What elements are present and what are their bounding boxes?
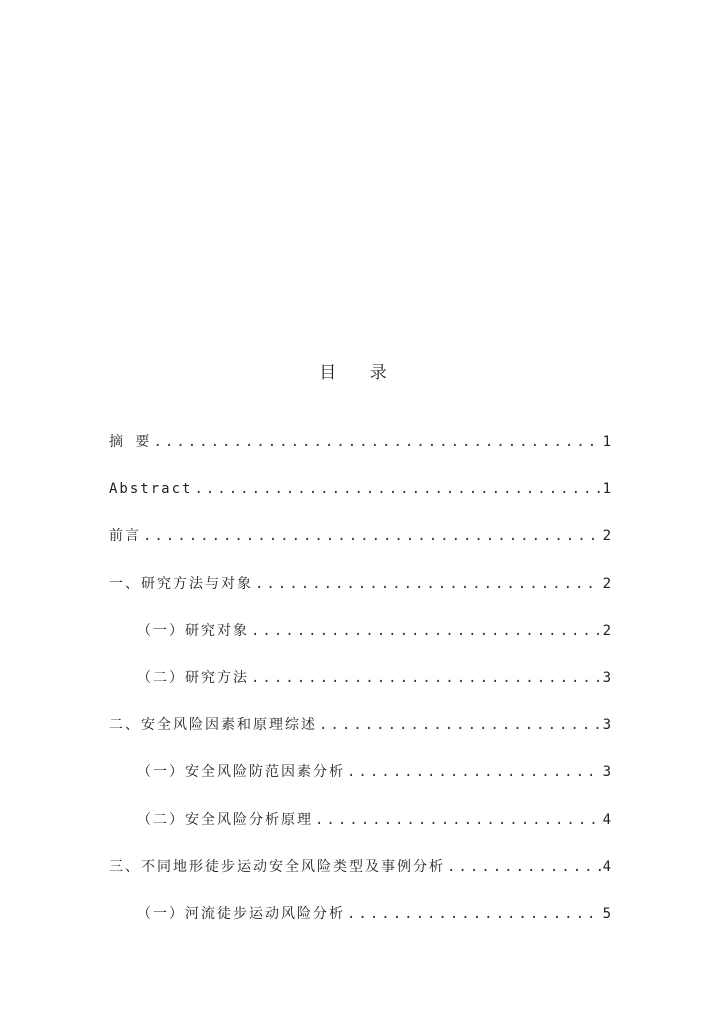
toc-entry-section-2-1[interactable] <box>109 762 611 809</box>
dot-leader <box>251 668 601 688</box>
toc-entry-page: 5 <box>602 905 611 922</box>
toc-entry-page: 1 <box>602 434 611 450</box>
toc-entry-label: 一、研究方法与对象 <box>109 575 253 592</box>
toc-entry-page: 4 <box>602 858 611 875</box>
dot-leader <box>143 526 601 546</box>
toc-entry-page: 1 <box>602 481 611 498</box>
toc-entry-label: 前言 <box>109 528 141 545</box>
toc-entry-section-2-2[interactable] <box>109 810 611 857</box>
toc-entry-label: （二）安全风险分析原理 <box>137 811 313 828</box>
dot-leader <box>251 621 601 641</box>
dot-leader <box>315 810 601 830</box>
toc-entry-label: 三、不同地形徒步运动安全风险类型及事例分析 <box>109 858 445 875</box>
toc-entry-label: 摘 要 <box>109 434 152 450</box>
toc-entry-page: 4 <box>602 811 611 828</box>
dot-leader <box>255 574 601 594</box>
dot-leader <box>194 479 600 499</box>
dot-leader <box>447 857 601 877</box>
dot-leader <box>347 904 601 924</box>
toc-entry-page: 2 <box>602 528 611 545</box>
toc-entry-page: 2 <box>602 622 611 639</box>
toc-entry-section-1-2[interactable] <box>109 668 611 715</box>
toc-entry-chapter-2[interactable] <box>109 715 611 762</box>
toc-entry-chapter-1[interactable] <box>109 574 611 621</box>
toc-entry-page: 2 <box>602 575 611 592</box>
toc-entry-label: （一）安全风险防范因素分析 <box>137 764 345 781</box>
toc-entry-section-1-1[interactable] <box>109 621 611 668</box>
table-of-contents <box>109 432 611 951</box>
toc-entry-label: 二、安全风险因素和原理综述 <box>109 717 317 734</box>
toc-entry-page: 3 <box>602 764 611 781</box>
toc-entry-chapter-3[interactable] <box>109 857 611 904</box>
toc-entry-page: 3 <box>602 717 611 734</box>
dot-leader <box>153 432 600 452</box>
dot-leader <box>347 762 601 782</box>
toc-entry-section-3-1[interactable] <box>109 904 611 951</box>
toc-entry-abstract-cn[interactable] <box>109 432 611 479</box>
toc-entry-label: （二）研究方法 <box>137 669 249 686</box>
toc-title: 目 录 <box>319 363 401 383</box>
toc-entry-page: 3 <box>602 669 611 686</box>
toc-entry-label: Abstract <box>109 481 193 498</box>
toc-entry-abstract-en[interactable] <box>109 479 611 526</box>
toc-entry-preface[interactable] <box>109 526 611 573</box>
toc-entry-label: （一）研究对象 <box>137 622 249 639</box>
toc-entry-label: （一）河流徒步运动风险分析 <box>137 905 345 922</box>
dot-leader <box>319 715 601 735</box>
